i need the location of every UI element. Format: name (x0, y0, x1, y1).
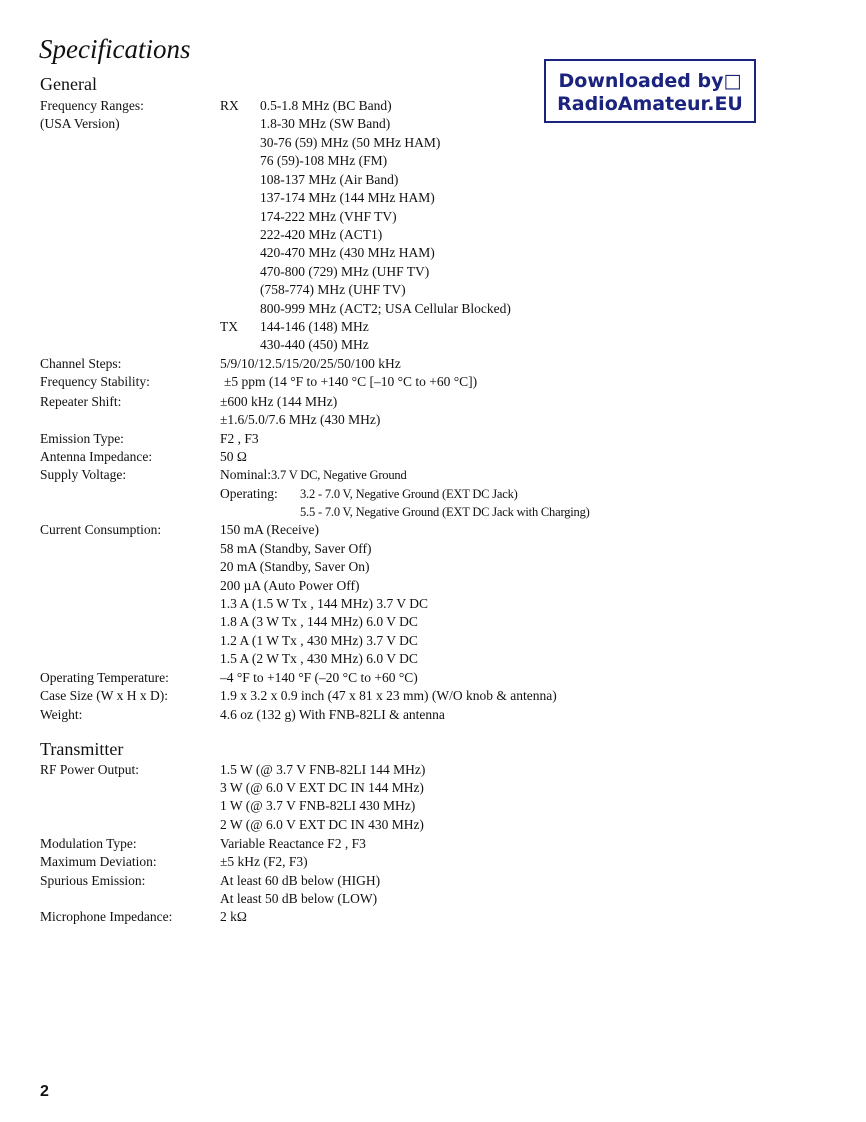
antenna-impedance-value: 50 Ω (220, 449, 247, 464)
weight-label: Weight: (40, 707, 83, 722)
watermark-line2: RadioAmateur.EU (557, 93, 743, 115)
current-consumption-value: 58 mA (Standby, Saver Off) (220, 541, 372, 556)
rx-range: 420-470 MHz (430 MHz HAM) (260, 245, 435, 260)
supply-operating-value: 3.2 - 7.0 V, Negative Ground (EXT DC Jack) (300, 487, 518, 501)
tx-range: 430-440 (450) MHz (260, 337, 369, 352)
transmitter-heading: Transmitter (40, 739, 124, 759)
microphone-impedance-value: 2 kΩ (220, 909, 247, 924)
general-heading: General (40, 74, 97, 94)
rx-range: 1.8-30 MHz (SW Band) (260, 116, 391, 131)
current-consumption-value: 1.8 A (3 W Tx , 144 MHz) 6.0 V DC (220, 614, 418, 629)
tx-range: 144-146 (148) MHz (260, 319, 369, 334)
rf-power-output-value: 1.5 W (@ 3.7 V FNB-82LI 144 MHz) (220, 762, 426, 777)
supply-voltage-label: Supply Voltage: (40, 467, 127, 482)
maximum-deviation-value: ±5 kHz (F2, F3) (220, 854, 308, 869)
usa-version-label: (USA Version) (40, 116, 120, 131)
spurious-emission-label: Spurious Emission: (40, 873, 146, 888)
antenna-impedance-label: Antenna Impedance: (40, 449, 153, 464)
supply-operating-prefix: Operating: (220, 486, 278, 501)
rx-range: 108-137 MHz (Air Band) (260, 172, 399, 187)
rx-range: 222-420 MHz (ACT1) (260, 227, 383, 242)
current-consumption-label: Current Consumption: (40, 522, 162, 537)
supply-operating-charging-value: 5.5 - 7.0 V, Negative Ground (EXT DC Jack with Charging) (300, 505, 590, 519)
rx-range: 137-174 MHz (144 MHz HAM) (260, 190, 435, 205)
operating-temperature-label: Operating Temperature: (40, 670, 169, 685)
page-number: 2 (40, 1083, 49, 1100)
supply-nominal (220, 466, 407, 484)
repeater-shift-label: Repeater Shift: (40, 394, 122, 409)
repeater-shift-value: ±600 kHz (144 MHz) (220, 394, 338, 409)
tx-label: TX (220, 319, 238, 334)
emission-type-value: F2 , F3 (220, 431, 259, 446)
case-size-value: 1.9 x 3.2 x 0.9 inch (47 x 81 x 23 mm) (W/O knob & antenna) (220, 688, 557, 703)
channel-steps-label: Channel Steps: (40, 356, 122, 371)
current-consumption-value: 150 mA (Receive) (220, 522, 319, 537)
rx-range: (758-774) MHz (UHF TV) (260, 282, 406, 297)
current-consumption-value: 1.2 A (1 W Tx , 430 MHz) 3.7 V DC (220, 633, 418, 648)
weight-value: 4.6 oz (132 g) With FNB-82LI & antenna (220, 707, 445, 722)
watermark-line1: Downloaded by□ (558, 70, 742, 92)
case-size-label: Case Size (W x H x D): (40, 688, 168, 703)
current-consumption-value: 20 mA (Standby, Saver On) (220, 559, 370, 574)
supply-nominal-prefix: Nominal: (220, 467, 271, 482)
current-consumption-value: 1.5 A (2 W Tx , 430 MHz) 6.0 V DC (220, 651, 418, 666)
rx-range: 0.5-1.8 MHz (BC Band) (260, 98, 392, 113)
frequency-ranges-label: Frequency Ranges: (40, 98, 144, 113)
supply-nominal-value: 3.7 V DC, Negative Ground (271, 468, 407, 482)
rx-range: 174-222 MHz (VHF TV) (260, 209, 397, 224)
rf-power-output-value: 2 W (@ 6.0 V EXT DC IN 430 MHz) (220, 817, 424, 832)
operating-temperature-value: –4 °F to +140 °F (–20 °C to +60 °C) (220, 670, 418, 685)
spurious-emission-value: At least 50 dB below (LOW) (220, 891, 378, 906)
current-consumption-value: 200 µA (Auto Power Off) (220, 578, 360, 593)
rx-range: 470-800 (729) MHz (UHF TV) (260, 264, 430, 279)
download-watermark (544, 59, 756, 123)
emission-type-label: Emission Type: (40, 431, 124, 446)
frequency-stability-value: ±5 ppm (14 °F to +140 °C [–10 °C to +60 °C]) (224, 374, 478, 389)
microphone-impedance-label: Microphone Impedance: (40, 909, 173, 924)
modulation-type-value: Variable Reactance F2 , F3 (220, 836, 366, 851)
rx-label: RX (220, 98, 239, 113)
spurious-emission-value: At least 60 dB below (HIGH) (220, 873, 381, 888)
frequency-stability-label: Frequency Stability: (40, 374, 150, 389)
rx-range: 30-76 (59) MHz (50 MHz HAM) (260, 135, 441, 150)
rf-power-output-value: 3 W (@ 6.0 V EXT DC IN 144 MHz) (220, 780, 424, 795)
rx-range: 76 (59)-108 MHz (FM) (260, 153, 388, 168)
current-consumption-value: 1.3 A (1.5 W Tx , 144 MHz) 3.7 V DC (220, 596, 429, 611)
maximum-deviation-label: Maximum Deviation: (40, 854, 157, 869)
rx-range: 800-999 MHz (ACT2; USA Cellular Blocked) (260, 301, 511, 316)
repeater-shift-value: ±1.6/5.0/7.6 MHz (430 MHz) (220, 412, 381, 427)
channel-steps-value: 5/9/10/12.5/15/20/25/50/100 kHz (220, 356, 401, 371)
modulation-type-label: Modulation Type: (40, 836, 137, 851)
page-title: Specifications (39, 34, 191, 64)
rf-power-output-label: RF Power Output: (40, 762, 140, 777)
rf-power-output-value: 1 W (@ 3.7 V FNB-82LI 430 MHz) (220, 798, 416, 813)
